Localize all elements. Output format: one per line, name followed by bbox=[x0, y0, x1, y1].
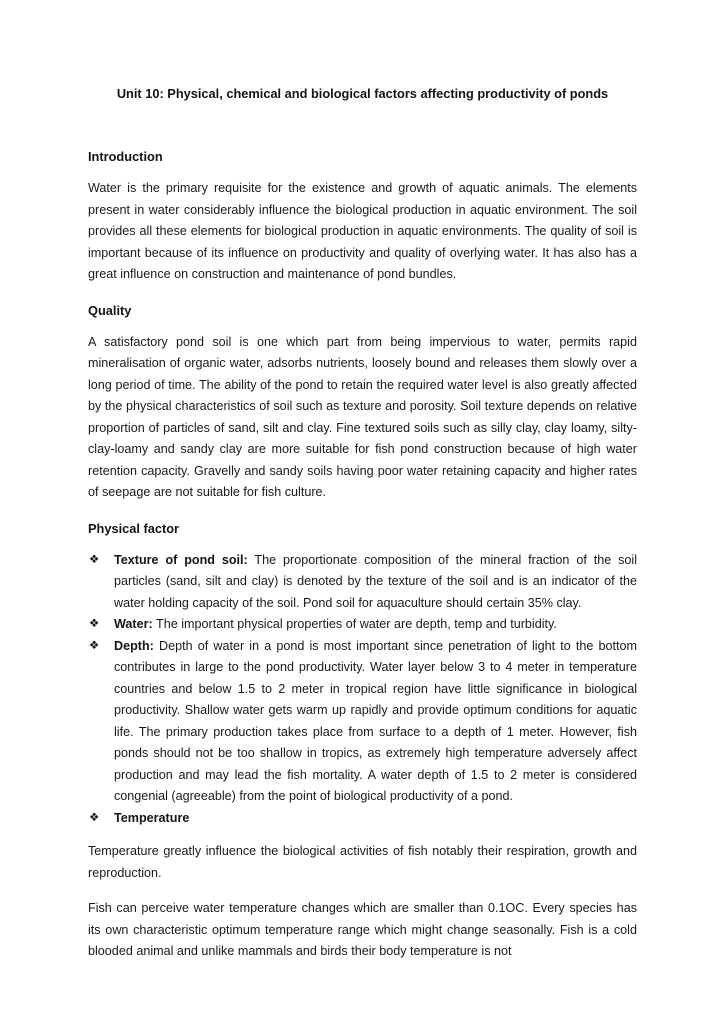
bullet-text: The important physical properties of water are depth, temp and turbidity. bbox=[156, 617, 557, 631]
bullet-item-depth bbox=[88, 636, 637, 808]
bullet-text: Depth of water in a pond is most important since penetration of light to the bottom contributes in large to the pond productivity. Water layer below 3 to 4 meter in temperature countries and below 1.5 to 2 meter in tropical region have little significance in biological productivity. Shallow water gets warm up rapidly and provide optimum conditions for aquatic life. The primary production takes place from surface to a depth of 1 meter. However, fish ponds should not be too shallow in tropics, as extremely high temperature adversely affect production and may lead the fish mortality. A water depth of 1.5 to 2 meter is considered congenial (agreeable) from the point of biological productivity of a pond. bbox=[114, 638, 637, 803]
paragraph-temperature-intro: Temperature greatly influence the biological activities of fish notably their respiration, growth and reproduction. bbox=[88, 844, 637, 880]
section-heading-introduction: Introduction bbox=[88, 149, 163, 164]
bullet-text: The proportionate composition of the mineral fraction of the soil particles (sand, silt and clay) is denoted by the texture of the soil and is an indicator of the water holding capacity of the soil. Pond soil for aquaculture should certain 35% clay. bbox=[114, 552, 637, 610]
bullet-item-temperature bbox=[88, 808, 637, 830]
diamond-bullet-icon: ❖ bbox=[89, 618, 100, 630]
physical-factor-list bbox=[88, 550, 637, 830]
bullet-lead: Texture of pond soil: bbox=[114, 552, 248, 567]
page-title: Unit 10: Physical, chemical and biological factors affecting productivity of ponds bbox=[116, 86, 609, 101]
diamond-bullet-icon: ❖ bbox=[89, 639, 100, 652]
bullet-item-water bbox=[88, 614, 637, 636]
section-heading-physical-factor: Physical factor bbox=[88, 520, 180, 536]
diamond-bullet-icon: ❖ bbox=[89, 553, 100, 566]
bullet-lead: Depth: bbox=[114, 638, 154, 653]
diamond-bullet-icon: ❖ bbox=[89, 811, 100, 824]
paragraph-introduction: Water is the primary requisite for the existence and growth of aquatic animals. The elements present in water considerably influence the biological production in aquatic environment. The soil provides all these elements for biological production in aquatic environments. The quality of soil is important because of its influence on productivity and quality of overlying water. It has also has a great influence on construction and maintenance of pond bundles. bbox=[88, 181, 637, 281]
paragraph-temperature-detail: Fish can perceive water temperature changes which are smaller than 0.1OC. Every species has its own characteristic optimum temperature range which might change seasonally. Fish is a cold blooded animal and unlike mammals and birds their body temperature is not bbox=[88, 901, 637, 958]
section-heading-quality: Quality bbox=[88, 302, 132, 318]
bullet-item-texture bbox=[88, 550, 637, 615]
bullet-lead: Temperature bbox=[114, 810, 190, 825]
paragraph-quality: A satisfactory pond soil is one which part from being impervious to water, permits rapid mineralisation of organic water, adsorbs nutrients, loosely bound and releases them slowly over a long period of time. The ability of the pond to retain the required water level is also greatly affected by the physical characteristics of soil such as texture and porosity. Soil texture depends on relative proportion of particles of sand, silt and clay. Fine textured soils such as silly clay, clay loamy, silty-clay-loamy and sandy clay are more suitable for fish pond construction because of high water retention capacity. Gravelly and sandy soils having poor water retaining capacity and higher rates of seepage are not suitable for fish culture. bbox=[88, 334, 637, 499]
bullet-lead: Water: bbox=[114, 617, 153, 631]
